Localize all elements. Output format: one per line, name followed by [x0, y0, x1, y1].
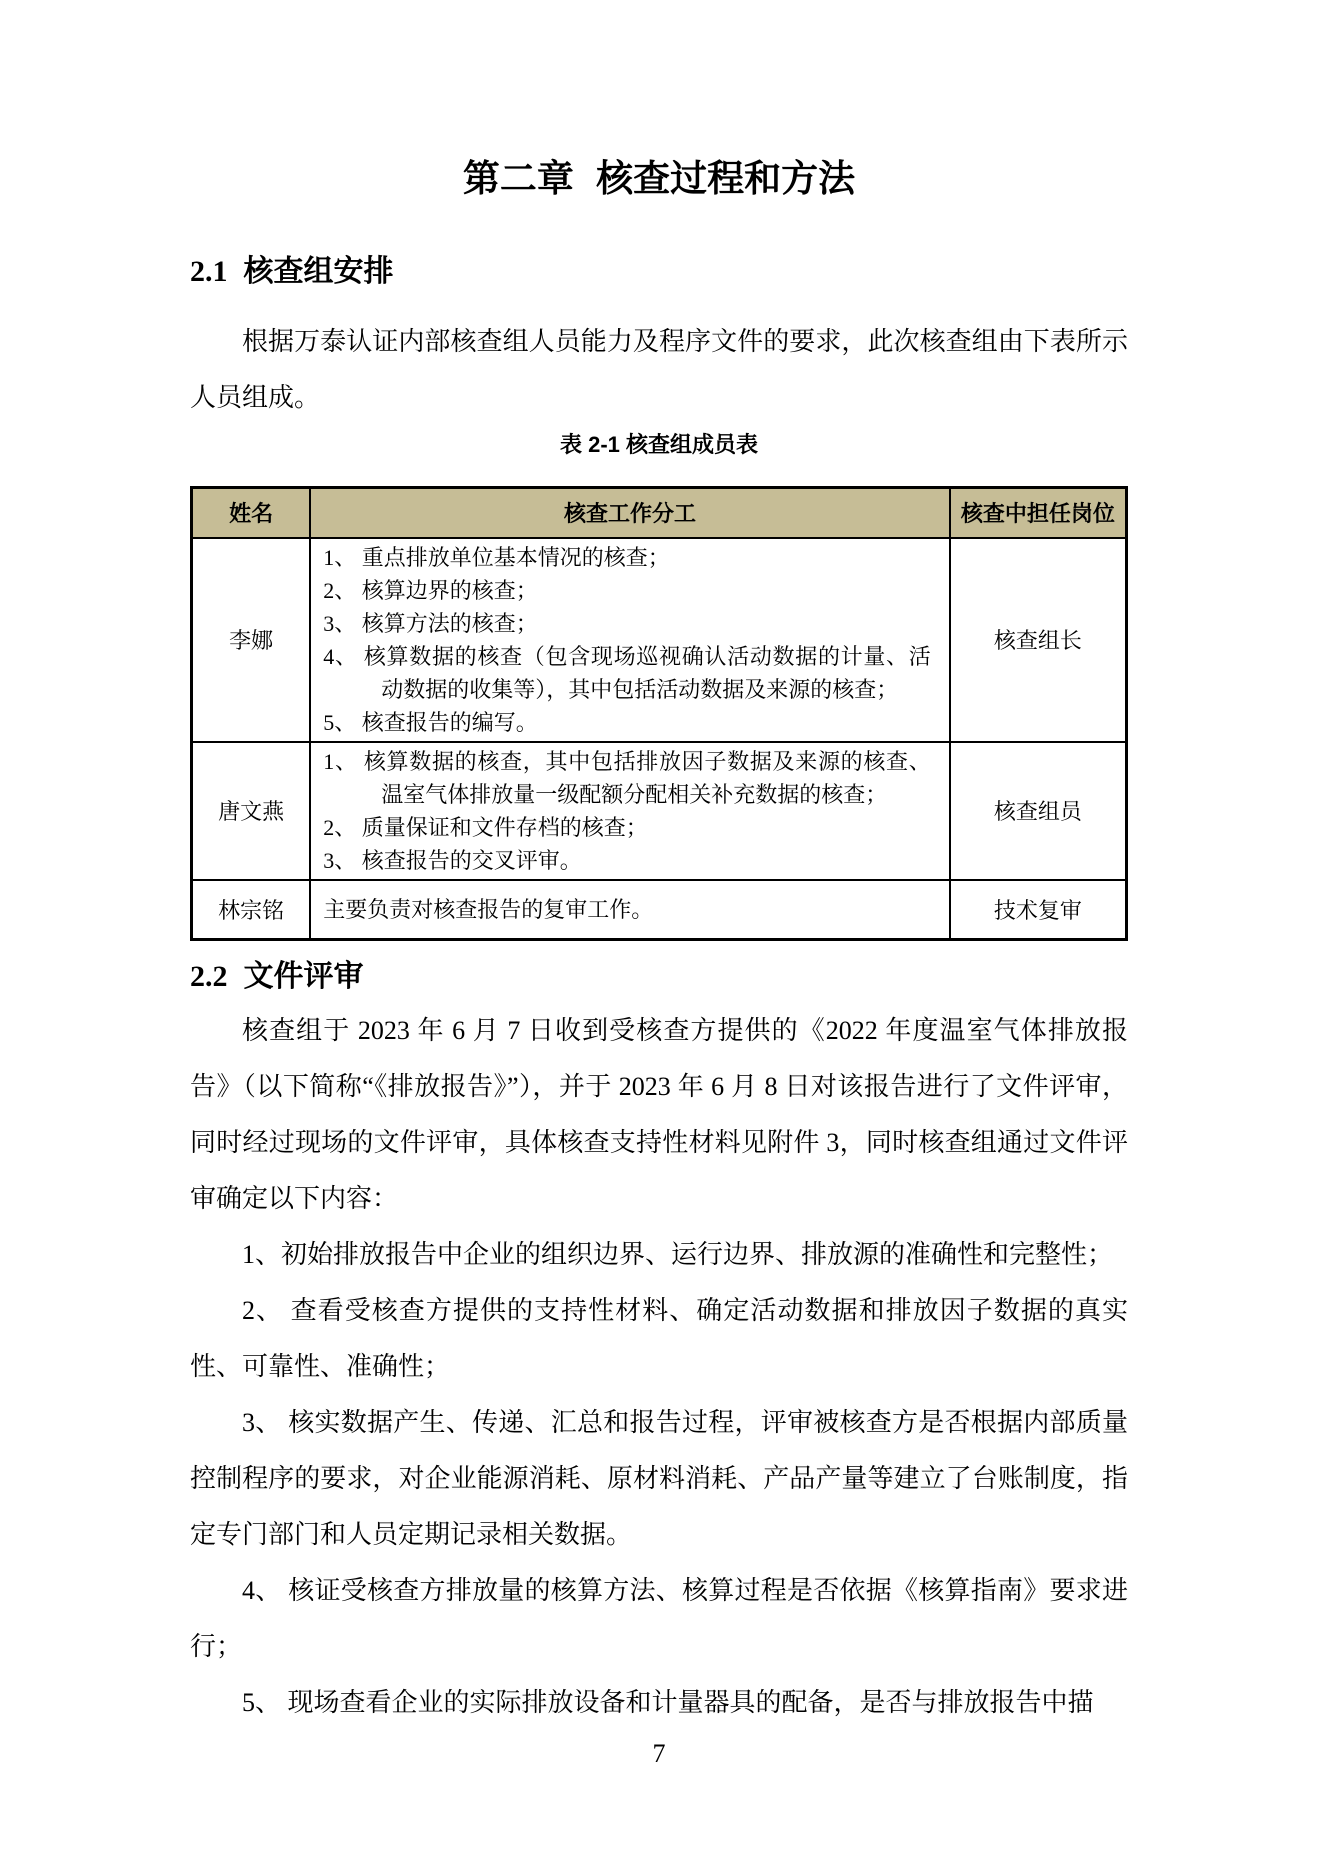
duty-line: 3、 核算方法的核查； — [323, 610, 538, 636]
table-row — [192, 538, 1127, 742]
duty-line: 5、 核查报告的编写。 — [323, 709, 538, 735]
duty-line: 4、 核算数据的核查（包含现场巡视确认活动数据的计量、活动数据的收集等），其中包括活动数据及来源的核查； — [323, 643, 931, 702]
table-caption: 表 2-1 核查组成员表 — [559, 432, 759, 457]
page-number: 7 — [652, 1739, 666, 1768]
section-2-2-number: 2.2 — [190, 960, 228, 993]
section-2-1-heading — [190, 252, 1128, 292]
duty-line: 1、 重点排放单位基本情况的核查； — [323, 544, 670, 570]
table-row — [192, 880, 1127, 940]
member-role: 核查组员 — [950, 742, 1127, 880]
member-role: 技术复审 — [950, 880, 1127, 940]
section-2-2-title: 文件评审 — [243, 960, 364, 993]
duty-line: 3、 核查报告的交叉评审。 — [323, 847, 582, 873]
section-2-1-number: 2.1 — [190, 255, 228, 288]
review-paragraph: 1、初始排放报告中企业的组织边界、运行边界、排放源的准确性和完整性； — [242, 1240, 1114, 1269]
duty-line: 2、 质量保证和文件存档的核查； — [323, 814, 648, 840]
duty-line: 主要负责对核查报告的复审工作。 — [323, 896, 654, 922]
member-name: 唐文燕 — [192, 742, 311, 880]
duty-line: 2、 核算边界的核查； — [323, 577, 538, 603]
member-name: 林宗铭 — [192, 880, 311, 940]
header-cell-duties: 核查工作分工 — [310, 488, 950, 538]
review-paragraph: 3、 核实数据产生、传递、汇总和报告过程，评审被核查方是否根据内部质量控制程序的要求，对企业能源消耗、原材料消耗、产品产量等建立了台账制度，指定专门部门和人员定期记录相关数据。 — [190, 1408, 1128, 1549]
chapter-title: 第二章 核查过程和方法 — [462, 158, 856, 199]
member-duties — [310, 880, 950, 940]
member-role: 核查组长 — [950, 538, 1127, 742]
table-header-row — [192, 488, 1127, 538]
review-paragraph: 5、 现场查看企业的实际排放设备和计量器具的配备，是否与排放报告中描 — [242, 1688, 1094, 1717]
member-duties — [310, 538, 950, 742]
review-paragraph: 核查组于 2023 年 6 月 7 日收到受核查方提供的《2022 年度温室气体排放报告》（以下简称“《排放报告》”），并于 2023 年 6 月 8 日对该报告进行了文件评审，同时经过现场的文件评审，具体核查支持性材料见附件 3，同时核查组通过文件评审确定以下内容： — [190, 1016, 1128, 1213]
header-cell-role: 核查中担任岗位 — [950, 488, 1127, 538]
duty-line: 1、 核算数据的核查，其中包括排放因子数据及来源的核查、温室气体排放量一级配额分配相关补充数据的核查； — [323, 748, 931, 807]
section-2-2-heading — [190, 957, 1128, 997]
team-table — [190, 486, 1128, 941]
review-paragraph: 2、 查看受核查方提供的支持性材料、确定活动数据和排放因子数据的真实性、可靠性、准确性； — [190, 1296, 1128, 1381]
header-cell-name: 姓名 — [192, 488, 311, 538]
intro-paragraph: 根据万泰认证内部核查组人员能力及程序文件的要求，此次核查组由下表所示人员组成。 — [190, 327, 1128, 412]
member-name: 李娜 — [192, 538, 311, 742]
review-paragraph: 4、 核证受核查方排放量的核算方法、核算过程是否依据《核算指南》要求进行； — [190, 1576, 1128, 1661]
section-2-1-title: 核查组安排 — [243, 255, 394, 288]
member-duties — [310, 742, 950, 880]
section-2-2-body — [190, 1003, 1128, 1731]
table-row — [192, 742, 1127, 880]
